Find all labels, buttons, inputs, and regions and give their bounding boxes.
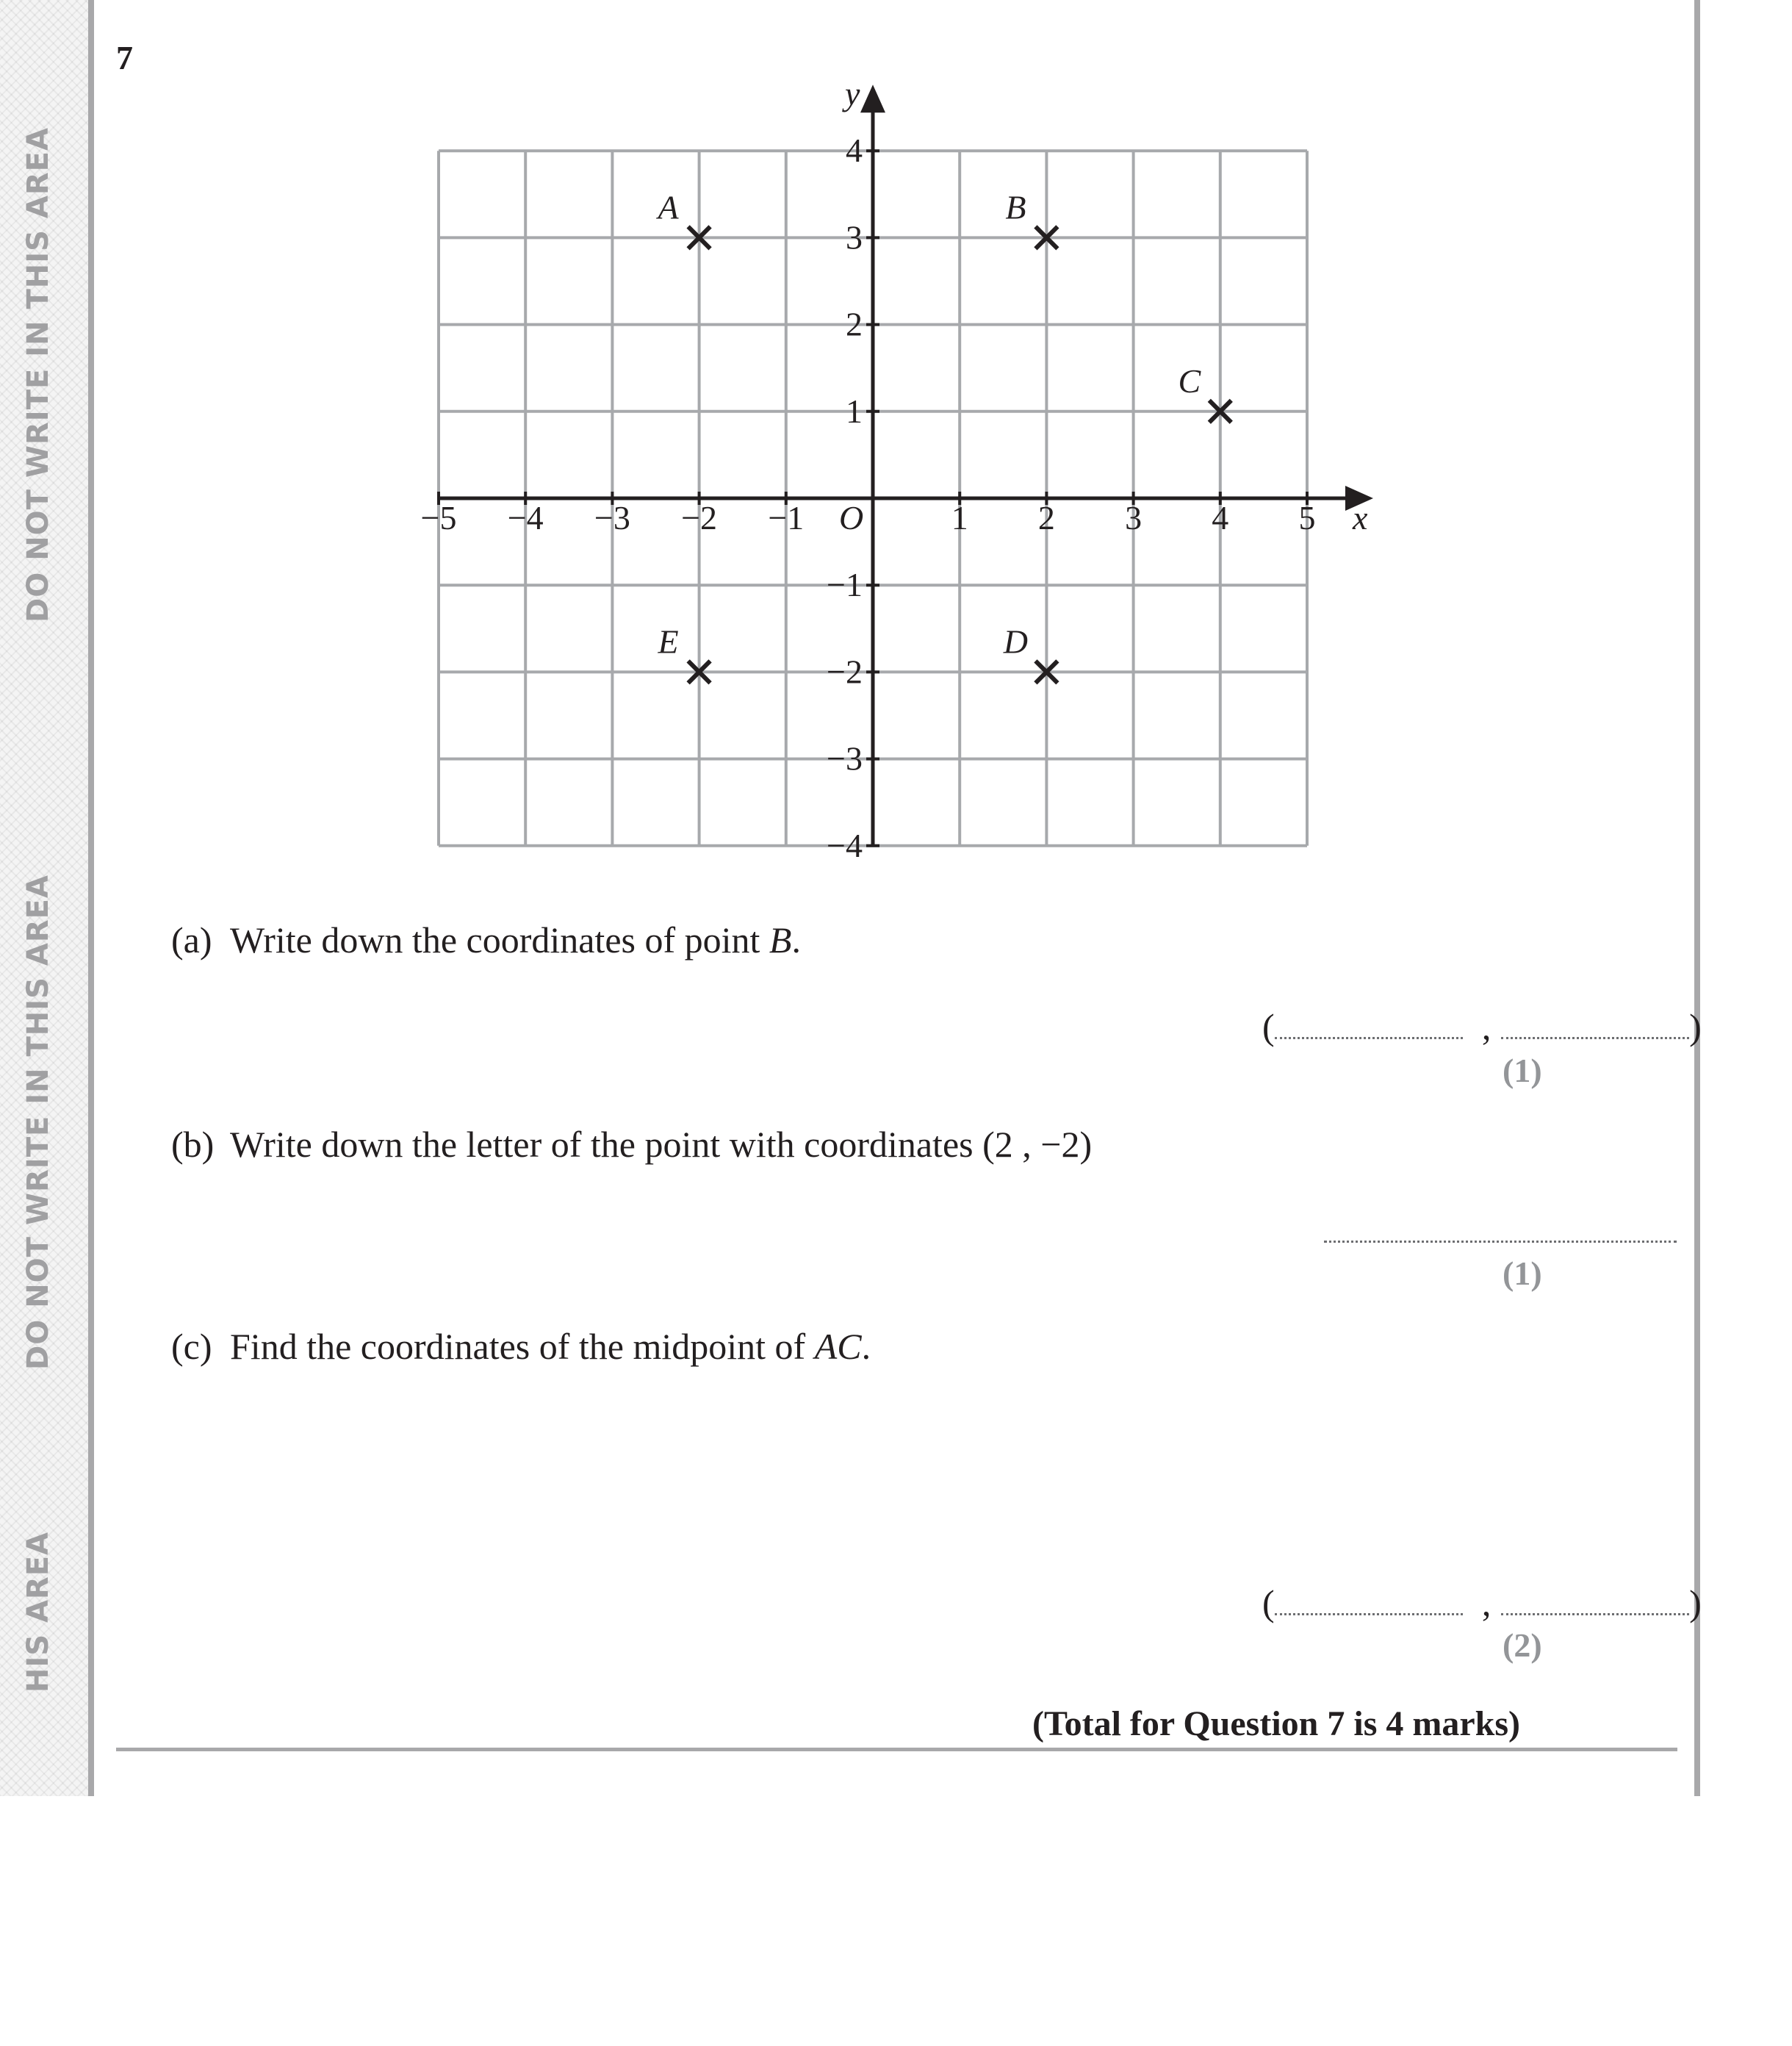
y-tick-label: −2 <box>827 653 863 691</box>
y-tick-label: −4 <box>827 826 863 864</box>
part-c-marks: (2) <box>1503 1626 1542 1664</box>
y-tick-label: 3 <box>846 218 863 256</box>
part-a-marks: (1) <box>1503 1052 1542 1089</box>
margin-warning: DO NOT WRITE IN THIS AREA <box>21 875 55 1370</box>
point-name: B <box>769 919 792 961</box>
x-tick-label: 5 <box>1298 499 1316 536</box>
part-b-marks: (1) <box>1503 1254 1542 1292</box>
x-tick-label: −2 <box>681 499 718 536</box>
part-c-answer-line[interactable]: ( , ) <box>1262 1582 1702 1623</box>
y-tick-label: −1 <box>827 566 863 604</box>
plotted-points <box>656 188 1231 683</box>
coordinate-grid-chart <box>0 0 1792 882</box>
part-b-question: (b) Write down the letter of the point with coordinates (2 , −2) <box>171 1124 1093 1165</box>
y-axis-arrowhead <box>860 85 885 112</box>
answer-x-dotted-line[interactable] <box>1275 1603 1463 1615</box>
x-tick-label: −4 <box>507 499 544 536</box>
y-tick-label: −3 <box>827 739 863 778</box>
part-c-question: (c) Find the coordinates of the midpoint of AC. <box>171 1326 871 1367</box>
part-a-answer-line[interactable]: ( , ) <box>1262 1006 1702 1047</box>
x-tick-label: −1 <box>768 499 805 536</box>
point-a-label: A <box>658 188 679 226</box>
margin-warning: DO NOT WRITE IN THIS AREA <box>21 127 55 622</box>
point-e-label: E <box>658 622 679 661</box>
question-number: 7 <box>116 39 133 76</box>
x-tick-label: 1 <box>951 499 968 536</box>
x-tick-label: 2 <box>1037 499 1055 536</box>
y-tick-label: 2 <box>846 305 863 343</box>
x-tick-label: −5 <box>420 499 457 536</box>
part-a-question: (a) Write down the coordinates of point B. <box>171 919 801 961</box>
margin-warning-partial: HIS AREA <box>21 1532 55 1693</box>
segment-name: AC <box>814 1326 862 1367</box>
point-d-label: D <box>1003 622 1029 661</box>
x-axis-label: x <box>1353 499 1368 536</box>
origin-label: O <box>839 499 864 536</box>
part-b-label: (b) <box>171 1124 215 1165</box>
x-tick-label: 4 <box>1212 499 1229 536</box>
y-tick-label: 1 <box>846 392 863 430</box>
answer-y-dotted-line[interactable] <box>1501 1027 1689 1039</box>
question-total: (Total for Question 7 is 4 marks) <box>1032 1704 1521 1743</box>
part-a-label: (a) <box>171 919 212 961</box>
answer-x-dotted-line[interactable] <box>1275 1027 1463 1039</box>
axes <box>439 75 1373 846</box>
x-tick-label: 3 <box>1125 499 1143 536</box>
y-axis-label: y <box>845 75 860 113</box>
answer-y-dotted-line[interactable] <box>1501 1603 1689 1615</box>
y-tick-label: 4 <box>846 132 863 170</box>
point-b-label: B <box>1005 188 1026 226</box>
part-c-label: (c) <box>171 1326 212 1367</box>
part-b-answer-dotted-line[interactable] <box>1324 1230 1677 1243</box>
question-end-rule <box>116 1748 1677 1751</box>
x-tick-label: −3 <box>594 499 630 536</box>
point-c-label: C <box>1178 362 1201 400</box>
